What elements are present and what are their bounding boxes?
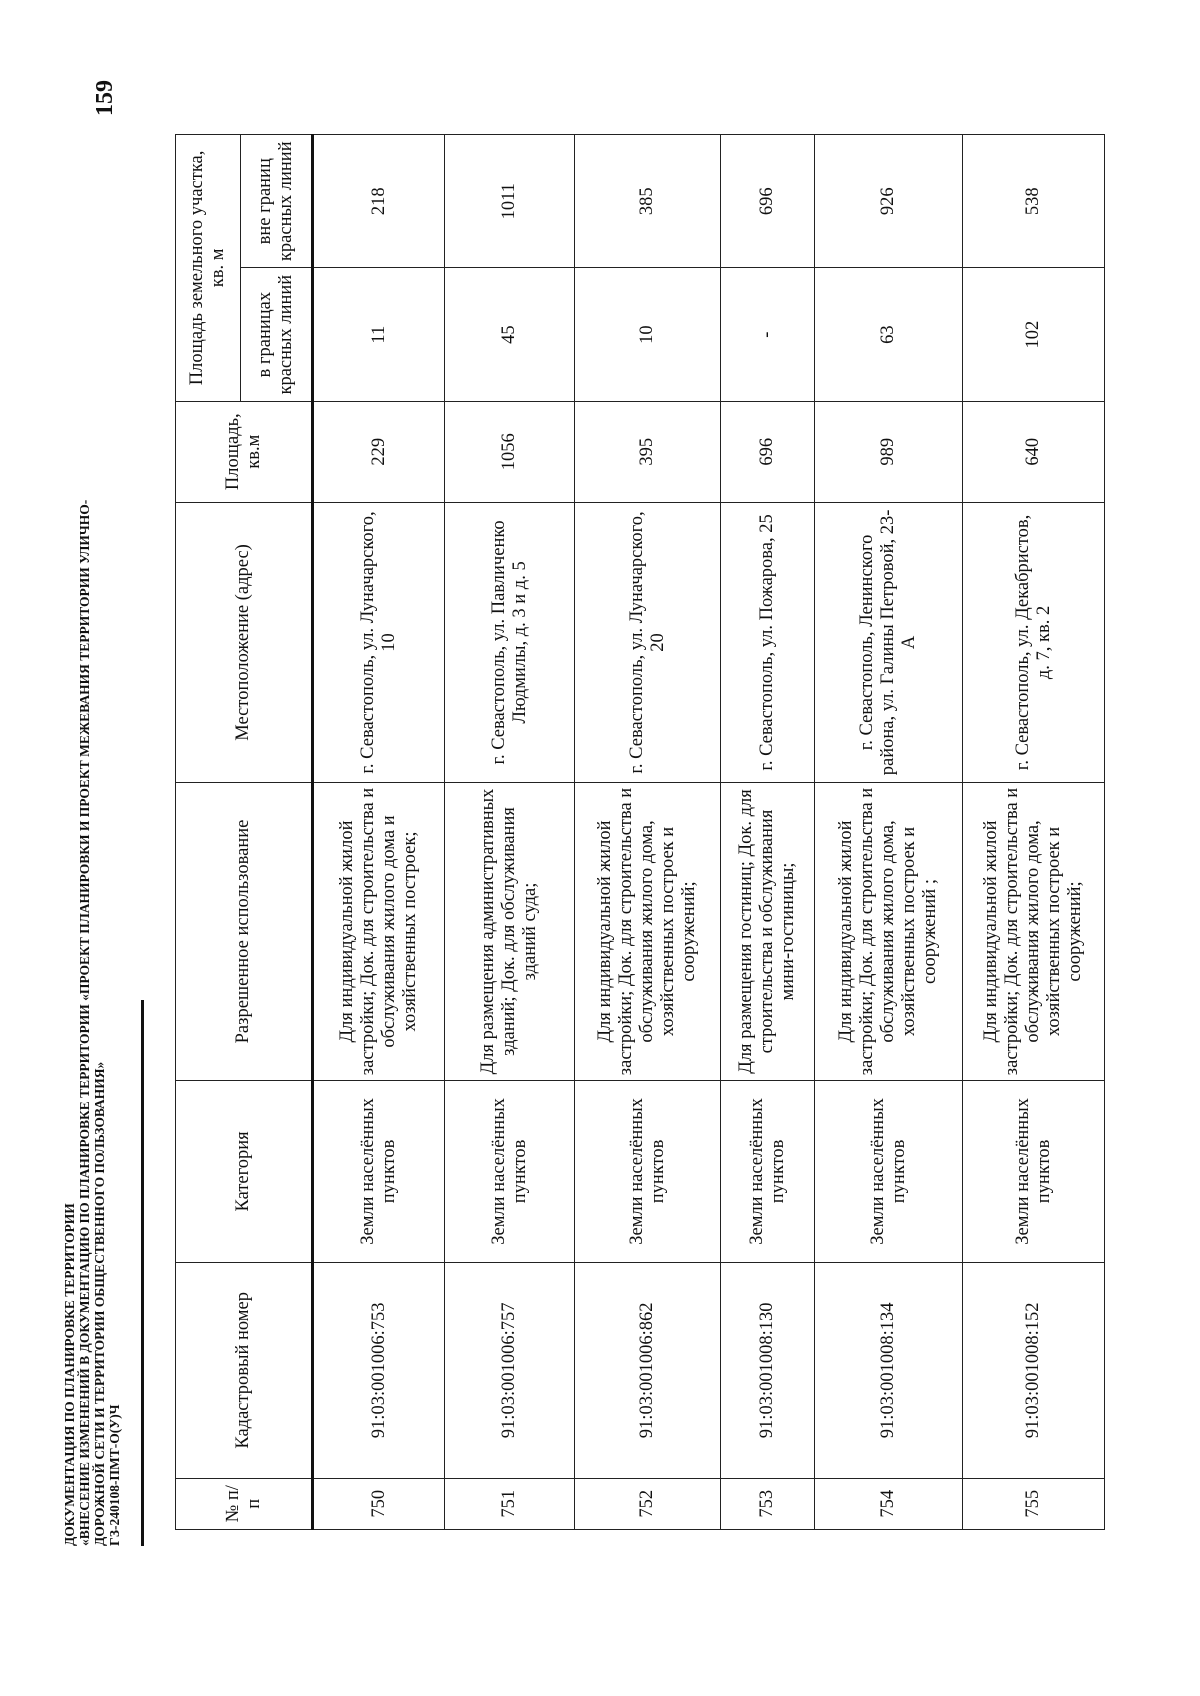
- document-header: [62, 146, 122, 1546]
- row-use: Для индивидуальной жилой застройки; Док. для строительства и обслуживания жилого дома, хозяйственных построек и сооружений;: [575, 783, 721, 1080]
- row-area: 1056: [445, 401, 575, 502]
- header-area: Площадь, кв.м: [176, 401, 313, 502]
- row-category: Земли населённых пунктов: [815, 1080, 963, 1263]
- row-num: 750: [313, 1478, 445, 1529]
- table-row: [575, 135, 721, 1530]
- row-outside: 385: [575, 135, 721, 268]
- table-row: [313, 135, 445, 1530]
- row-location: г. Севастополь, ул. Павличенко Людмилы, д. 3 и д. 5: [445, 502, 575, 783]
- header-line: ДОКУМЕНТАЦИЯ ПО ПЛАНИРОВКЕ ТЕРРИТОРИИ: [62, 1203, 77, 1546]
- header-use: Разрешенное использование: [176, 783, 313, 1080]
- row-category: Земли населённых пунктов: [721, 1080, 815, 1263]
- header-category: Категория: [176, 1080, 313, 1263]
- row-use: Для размещения административных зданий; Док. для обслуживания зданий суда;: [445, 783, 575, 1080]
- row-cadastral: 91:03:001006:862: [575, 1263, 721, 1478]
- row-location: г. Севастополь, Ленинского района, ул. Галины Петровой, 23-А: [815, 502, 963, 783]
- row-num: 754: [815, 1478, 963, 1529]
- land-plot-table: [175, 134, 1105, 1530]
- row-outside: 926: [815, 135, 963, 268]
- header-land-area: Площадь земельного участка, кв. м: [176, 135, 241, 402]
- row-category: Земли населённых пунктов: [575, 1080, 721, 1263]
- row-num: 751: [445, 1478, 575, 1529]
- row-inside: 102: [963, 268, 1105, 401]
- row-num: 753: [721, 1478, 815, 1529]
- row-outside: 538: [963, 135, 1105, 268]
- row-area: 229: [313, 401, 445, 502]
- row-area: 395: [575, 401, 721, 502]
- row-category: Земли населённых пунктов: [963, 1080, 1105, 1263]
- row-location: г. Севастополь, ул. Луначарского, 10: [313, 502, 445, 783]
- row-area: 640: [963, 401, 1105, 502]
- header-cadastral: Кадастровый номер: [176, 1263, 313, 1478]
- row-location: г. Севастополь, ул. Пожарова, 25: [721, 502, 815, 783]
- table-row: [963, 135, 1105, 1530]
- row-area: 696: [721, 401, 815, 502]
- row-cadastral: 91:03:001008:134: [815, 1263, 963, 1478]
- header-location: Местоположение (адрес): [176, 502, 313, 783]
- row-category: Земли населённых пунктов: [313, 1080, 445, 1263]
- row-use: Для индивидуальной жилой застройки; Док. для строительства и обслуживания жилого дома, хозяйственных построек и сооружений;: [963, 783, 1105, 1080]
- row-cadastral: 91:03:001006:757: [445, 1263, 575, 1478]
- row-inside: 11: [313, 268, 445, 401]
- row-cadastral: 91:03:001006:753: [313, 1263, 445, 1478]
- row-outside: 218: [313, 135, 445, 268]
- table-row: [445, 135, 575, 1530]
- header-line: ДОРОЖНОЙ СЕТИ И ТЕРРИТОРИИ ОБЩЕСТВЕННОГО ПОЛЬЗОВАНИЯ»: [92, 1061, 107, 1546]
- row-outside: 1011: [445, 135, 575, 268]
- table-row: [721, 135, 815, 1530]
- header-line: «ВНЕСЕНИЕ ИЗМЕНЕНИЙ В ДОКУМЕНТАЦИЮ ПО ПЛАНИРОВКЕ ТЕРРИТОРИИ «ПРОЕКТ ПЛАНИРОВКИ И ПРОЕКТ МЕЖЕВАНИЯ ТЕРРИТОРИИ УЛИЧНО-: [77, 499, 92, 1546]
- row-inside: 10: [575, 268, 721, 401]
- page-number: 159: [92, 80, 118, 116]
- row-use: Для индивидуальной жилой застройки; Док. для строительства и обслуживания жилого дома, хозяйственных построек и сооружений ;: [815, 783, 963, 1080]
- header-line: ГЗ-240108-ПМТ-О(У)Ч: [107, 1404, 122, 1546]
- row-use: Для размещения гостиниц; Док. для строительства и обслуживания мини-гостиницы;: [721, 783, 815, 1080]
- header-rule: [141, 1000, 144, 1546]
- row-inside: 45: [445, 268, 575, 401]
- header-num: № п/п: [176, 1478, 313, 1529]
- row-location: г. Севастополь, ул. Луначарского, 20: [575, 502, 721, 783]
- row-num: 755: [963, 1478, 1105, 1529]
- row-inside: 63: [815, 268, 963, 401]
- row-cadastral: 91:03:001008:130: [721, 1263, 815, 1478]
- row-cadastral: 91:03:001008:152: [963, 1263, 1105, 1478]
- row-outside: 696: [721, 135, 815, 268]
- header-inside: в границах красных линий: [241, 268, 313, 401]
- row-area: 989: [815, 401, 963, 502]
- table-row: [815, 135, 963, 1530]
- row-num: 752: [575, 1478, 721, 1529]
- row-use: Для индивидуальной жилой застройки; Док. для строительства и обслуживания жилого дома и хозяйственных построек;: [313, 783, 445, 1080]
- row-category: Земли населённых пунктов: [445, 1080, 575, 1263]
- row-location: г. Севастополь, ул. Декабристов, д. 7, кв. 2: [963, 502, 1105, 783]
- row-inside: -: [721, 268, 815, 401]
- header-outside: вне границ красных линий: [241, 135, 313, 268]
